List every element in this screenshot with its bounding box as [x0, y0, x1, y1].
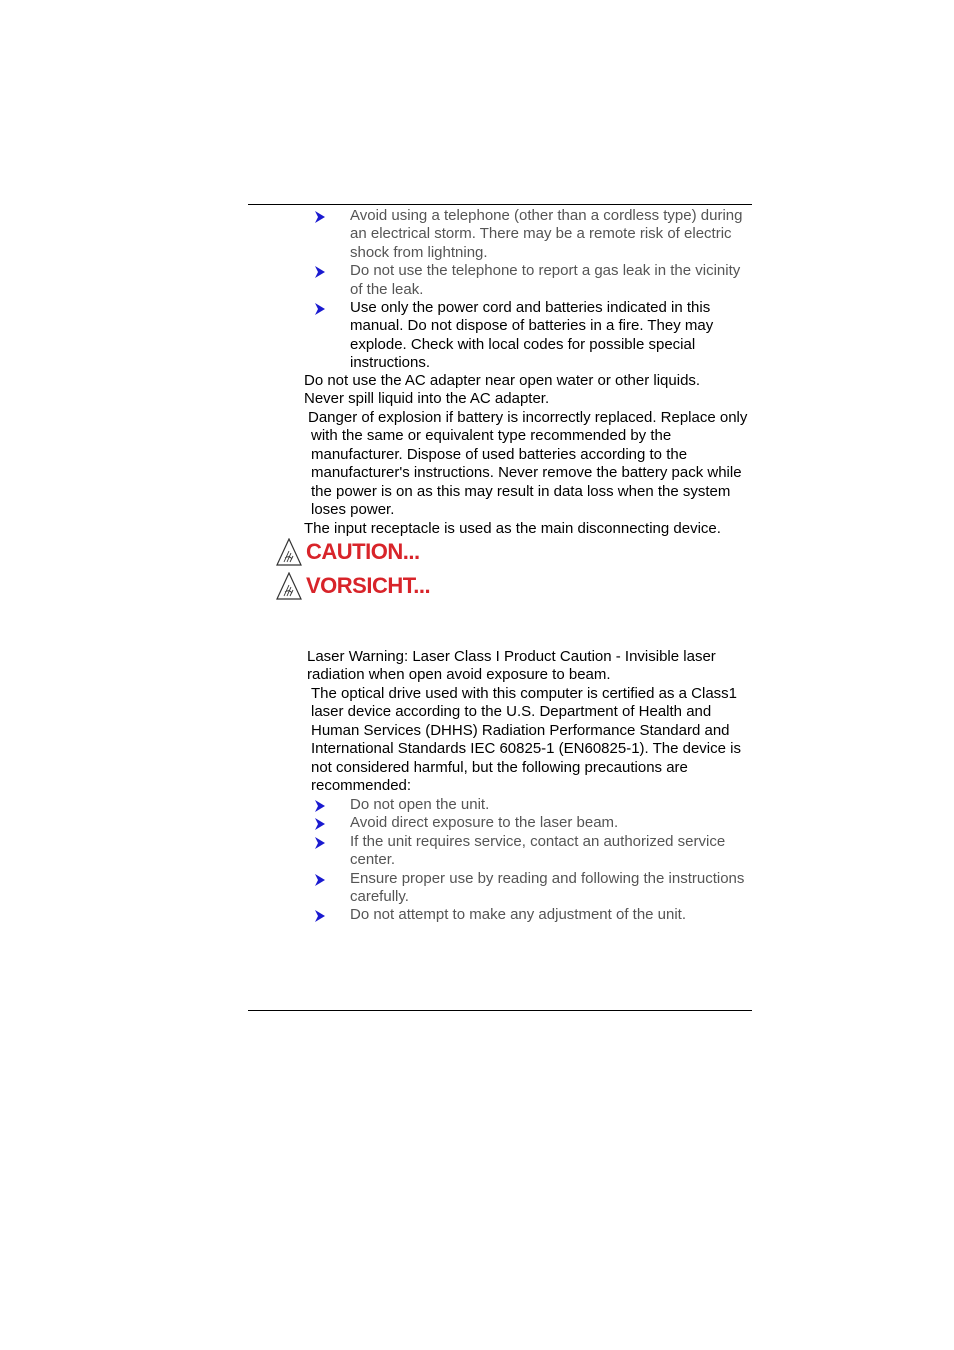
- arrowhead-bullet-icon: [314, 211, 326, 223]
- list-item: Do not use the telephone to report a gas leak in the vicinity of the leak.: [312, 262, 752, 299]
- list-item: Ensure proper use by reading and following the instructions carefully.: [312, 870, 752, 907]
- list-item: Avoid using a telephone (other than a cordless type) during an electrical storm. There may be a remote risk of electric shock from lightning.: [312, 207, 752, 262]
- list-item: Do not attempt to make any adjustment of the unit.: [312, 906, 752, 924]
- list-item: If the unit requires service, contact an authorized service center.: [312, 833, 752, 870]
- bottom-rule: [248, 1010, 752, 1011]
- list-item: Do not open the unit.: [312, 796, 752, 814]
- laser-warning: Laser Warning: Laser Class I Product Caution - Invisible laser radiation when open avoid exposure to beam.: [307, 648, 716, 684]
- arrowhead-bullet-icon: [314, 303, 326, 315]
- caution-label: CAUTION...: [306, 539, 420, 564]
- warning-triangle-icon: [276, 572, 302, 600]
- caution-heading: [276, 538, 420, 566]
- list-item: Use only the power cord and batteries indicated in this manual. Do not dispose of batteries in a fire. They may explode. Check with local codes for possible special instructions.: [312, 299, 752, 373]
- laser-precautions-list: [312, 796, 752, 925]
- arrowhead-bullet-icon: [314, 910, 326, 922]
- laser-description: The optical drive used with this computer is certified as a Class1 laser device according to the U.S. Department of Health and Human Services (DHHS) Radiation Performance Standard and International Standards IEC 60825-1 (EN60825-1). The device is not considered harmful, but the following precautions are recommended:: [311, 685, 741, 795]
- arrowhead-bullet-icon: [314, 874, 326, 886]
- arrowhead-bullet-icon: [314, 818, 326, 830]
- vorsicht-heading: [276, 572, 430, 600]
- arrowhead-bullet-icon: [314, 266, 326, 278]
- arrowhead-bullet-icon: [314, 800, 326, 812]
- telephone-safety-list: [312, 207, 752, 373]
- receptacle-note: The input receptacle is used as the main disconnecting device.: [304, 520, 721, 537]
- battery-warning: Danger of explosion if battery is incorrectly replaced. Replace only with the same or equivalent type recommended by the manufacturer. Dispose of used batteries according to the manufacturer's instructions. Never remove the battery pack while the power is on as this may result in data loss when the system loses power.: [308, 409, 748, 519]
- list-item: Avoid direct exposure to the laser beam.: [312, 814, 752, 832]
- adapter-warning: Do not use the AC adapter near open water or other liquids. Never spill liquid into the AC adapter.: [304, 372, 701, 408]
- arrowhead-bullet-icon: [314, 837, 326, 849]
- vorsicht-label: VORSICHT...: [306, 573, 431, 598]
- warning-triangle-icon: [276, 538, 302, 566]
- top-rule: [248, 204, 752, 205]
